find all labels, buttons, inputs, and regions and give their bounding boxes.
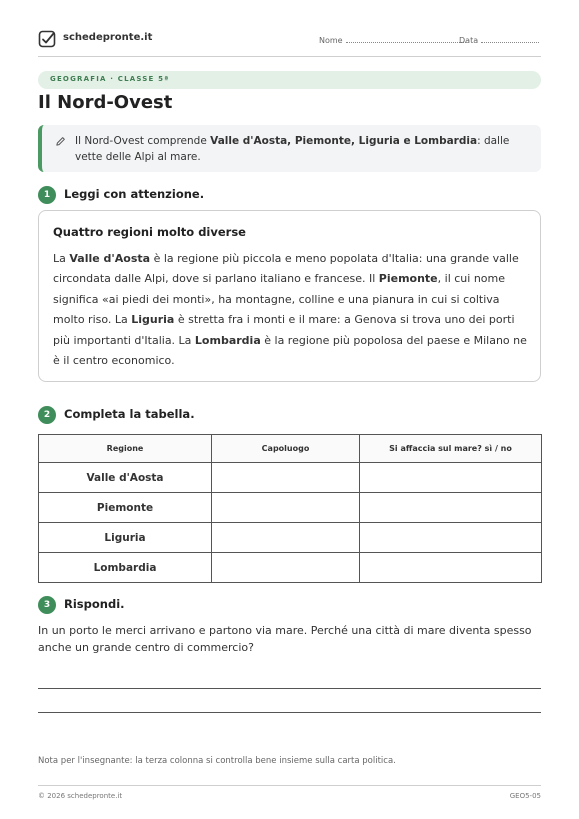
reading-title: Quattro regioni molto diverse (53, 225, 246, 239)
regions-table (38, 434, 542, 583)
copyright: © 2026 schedepronte.it (38, 792, 123, 800)
table-row (39, 463, 542, 493)
capoluogo-answer-cell[interactable] (212, 523, 360, 553)
reading-text: La Valle d'Aosta è la regione più piccola e meno popolata d'Italia: una grande valle circondata dalle Alpi, dove si parlano italiano e francese. Il Piemonte, il cui nome significa «ai piedi dei monti», ha montagne, colline e una pianura in cui si coltiva molto riso. La Liguria è stretta fra i monti e il mare: a Genova si trova uno dei porti più importanti d'Italia. La Lombardia è la regione più popolosa del paese e Milano ne è il centro economico. (53, 252, 527, 368)
table-row (39, 493, 542, 523)
region-cell: Liguria (39, 523, 212, 553)
column-header: Regione (39, 435, 212, 463)
capoluogo-answer-cell[interactable] (212, 493, 360, 523)
question-text: In un porto le merci arrivano e partono via mare. Perché una città di mare diventa spesso anche un grande centro di commercio? (38, 624, 532, 654)
reading-box (38, 210, 541, 382)
worksheet-page (38, 0, 541, 819)
section-number: 1 (38, 186, 56, 204)
name-label: Nome (319, 36, 343, 45)
section-number: 2 (38, 406, 56, 424)
page-footer (38, 785, 541, 800)
name-field[interactable] (319, 35, 466, 45)
answer-line[interactable] (38, 688, 541, 689)
subject-badge (38, 71, 541, 89)
answer-line[interactable] (38, 712, 541, 713)
capoluogo-answer-cell[interactable] (212, 463, 360, 493)
region-cell: Valle d'Aosta (39, 463, 212, 493)
section-number: 3 (38, 596, 56, 614)
teacher-note: Nota per l'insegnante: la terza colonna si controlla bene insieme sulla carta politica. (38, 756, 396, 766)
section-title: Leggi con attenzione. (64, 187, 205, 201)
brand-name: schedepronte.it (63, 32, 153, 43)
intro-text: Il Nord-Ovest comprende Valle d'Aosta, Piemonte, Liguria e Lombardia: dalle vette delle Alpi al mare. (75, 135, 510, 163)
section-title: Completa la tabella. (64, 407, 195, 421)
date-field[interactable] (459, 35, 539, 45)
table-header-row (39, 435, 542, 463)
table-row (39, 553, 542, 583)
section-title: Rispondi. (64, 597, 125, 611)
sea-answer-cell[interactable] (360, 553, 542, 583)
checkbox-logo-icon (38, 30, 56, 48)
page-title: Il Nord-Ovest (38, 92, 173, 113)
intro-box (38, 125, 541, 172)
subject-label: GEOGRAFIA · CLASSE 5ª (50, 75, 170, 83)
column-header: Si affaccia sul mare? sì / no (360, 435, 542, 463)
sea-answer-cell[interactable] (360, 493, 542, 523)
pencil-icon (55, 136, 66, 147)
sea-answer-cell[interactable] (360, 463, 542, 493)
region-cell: Piemonte (39, 493, 212, 523)
worksheet-code: GEO5-05 (509, 792, 541, 800)
date-label: Data (459, 36, 479, 45)
capoluogo-answer-cell[interactable] (212, 553, 360, 583)
sea-answer-cell[interactable] (360, 523, 542, 553)
page-header (38, 26, 541, 57)
region-cell: Lombardia (39, 553, 212, 583)
column-header: Capoluogo (212, 435, 360, 463)
table-row (39, 523, 542, 553)
